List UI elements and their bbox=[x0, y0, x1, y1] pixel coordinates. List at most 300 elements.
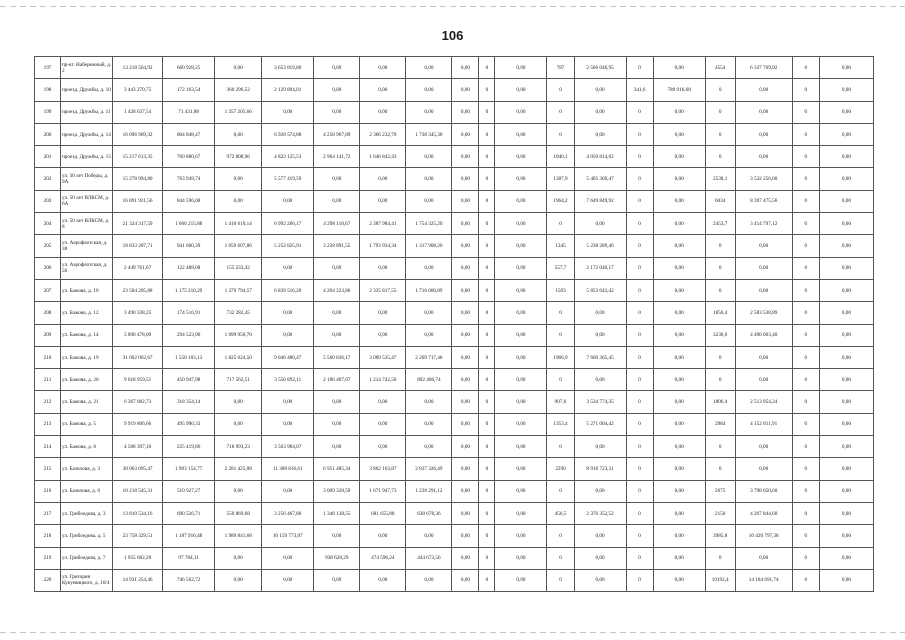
value-cell: 14 931 254,46 bbox=[113, 569, 163, 591]
value-cell: 0,00 bbox=[819, 279, 873, 301]
value-cell: 0 bbox=[479, 436, 495, 458]
value-cell: 690 526,71 bbox=[163, 502, 215, 524]
value-cell: 0,00 bbox=[495, 369, 547, 391]
value-cell: 0,00 bbox=[406, 391, 452, 413]
value-cell: 1 825 024,50 bbox=[215, 346, 262, 368]
value-cell: 2 566 046,95 bbox=[574, 57, 626, 79]
value-cell: 0,00 bbox=[574, 480, 626, 502]
value-cell: 0,00 bbox=[452, 168, 479, 190]
value-cell: 31 002 062,67 bbox=[113, 346, 163, 368]
value-cell: 3 089 535,47 bbox=[360, 346, 406, 368]
value-cell: 0 bbox=[705, 547, 735, 569]
value-cell: 0 bbox=[792, 213, 819, 235]
value-cell: 0 bbox=[792, 101, 819, 123]
address-cell: ул. Аэрофлотская, д. 38 bbox=[61, 235, 113, 257]
value-cell: 0,00 bbox=[495, 146, 547, 168]
address-cell: ул. 30 лет Победы, д. 9А bbox=[61, 168, 113, 190]
value-cell: 6 337 769,92 bbox=[735, 57, 792, 79]
value-cell: 5 271 004,42 bbox=[574, 413, 626, 435]
value-cell: 0,00 bbox=[215, 391, 262, 413]
table-row bbox=[35, 101, 874, 123]
value-cell: 0 bbox=[792, 346, 819, 368]
value-cell: 0 bbox=[479, 123, 495, 145]
value-cell: 0,00 bbox=[819, 480, 873, 502]
row-number-cell: 201 bbox=[35, 146, 61, 168]
value-cell: 7 660 365,45 bbox=[574, 346, 626, 368]
value-cell: 0,00 bbox=[819, 57, 873, 79]
row-number-cell: 198 bbox=[35, 79, 61, 101]
value-cell: 0,00 bbox=[495, 569, 547, 591]
value-cell: 0 bbox=[479, 279, 495, 301]
value-cell: 0,00 bbox=[574, 79, 626, 101]
value-cell: 0,00 bbox=[574, 302, 626, 324]
value-cell: 0 bbox=[705, 279, 735, 301]
value-cell: 0 bbox=[626, 257, 653, 279]
value-cell: 892 406,74 bbox=[406, 369, 452, 391]
value-cell: 0,00 bbox=[314, 79, 360, 101]
value-cell: 2453,7 bbox=[705, 213, 735, 235]
address-cell: ул. Бажова, д. 14 bbox=[61, 324, 113, 346]
table-row bbox=[35, 413, 874, 435]
value-cell: 0 bbox=[479, 302, 495, 324]
value-cell: 5 853 642,42 bbox=[574, 279, 626, 301]
address-cell: ул. Бажова, д. 19 bbox=[61, 346, 113, 368]
value-cell: 2 837 326,49 bbox=[406, 458, 452, 480]
value-cell: 0,00 bbox=[574, 569, 626, 591]
value-cell: 3 798 050,60 bbox=[735, 480, 792, 502]
value-cell: 681 655,88 bbox=[360, 502, 406, 524]
value-cell: 0,00 bbox=[452, 480, 479, 502]
value-cell: 0 bbox=[705, 436, 735, 458]
value-cell: 4 152 811,91 bbox=[735, 413, 792, 435]
value-cell: 0 bbox=[792, 190, 819, 212]
value-cell: 71 431,88 bbox=[163, 101, 215, 123]
value-cell: 0 bbox=[479, 213, 495, 235]
value-cell: 1 175 210,29 bbox=[163, 279, 215, 301]
value-cell: 0,00 bbox=[495, 279, 547, 301]
value-cell: 0,00 bbox=[495, 436, 547, 458]
value-cell: 0,00 bbox=[653, 525, 705, 547]
value-cell: 0 bbox=[626, 569, 653, 591]
value-cell: 3 862 163,87 bbox=[360, 458, 406, 480]
value-cell: 0,00 bbox=[819, 458, 873, 480]
row-number-cell: 218 bbox=[35, 525, 61, 547]
value-cell: 0 bbox=[626, 279, 653, 301]
value-cell: 941 660,39 bbox=[163, 235, 215, 257]
value-cell: 0,00 bbox=[653, 458, 705, 480]
value-cell: 4 298 118,67 bbox=[314, 213, 360, 235]
value-cell: 0,00 bbox=[653, 324, 705, 346]
table-row bbox=[35, 346, 874, 368]
row-number-cell: 209 bbox=[35, 324, 61, 346]
value-cell: 0 bbox=[626, 458, 653, 480]
value-cell: 0 bbox=[705, 123, 735, 145]
value-cell: 0,00 bbox=[406, 257, 452, 279]
value-cell: 0,00 bbox=[735, 101, 792, 123]
value-cell: 0,00 bbox=[735, 123, 792, 145]
value-cell: 0,00 bbox=[360, 168, 406, 190]
table-row bbox=[35, 279, 874, 301]
value-cell: 0,00 bbox=[215, 57, 262, 79]
value-cell: 0,00 bbox=[735, 257, 792, 279]
value-cell: 0,00 bbox=[495, 324, 547, 346]
value-cell: 0,00 bbox=[574, 101, 626, 123]
value-cell: 0 bbox=[626, 235, 653, 257]
value-cell: 0 bbox=[479, 257, 495, 279]
value-cell: 0,00 bbox=[735, 346, 792, 368]
address-cell: ул. 50 лет ВЛКСМ, д. 6А bbox=[61, 190, 113, 212]
value-cell: 557,7 bbox=[547, 257, 574, 279]
value-cell: 0,00 bbox=[360, 302, 406, 324]
value-cell: 0,00 bbox=[653, 213, 705, 235]
value-cell: 1856,4 bbox=[705, 302, 735, 324]
value-cell: 6 951 485,34 bbox=[314, 458, 360, 480]
row-number-cell: 202 bbox=[35, 168, 61, 190]
value-cell: 0,00 bbox=[653, 569, 705, 591]
table-row bbox=[35, 168, 874, 190]
address-cell: проезд. Дружбы, д. 10 bbox=[61, 79, 113, 101]
address-cell: ул. Базилова, д. 8 bbox=[61, 480, 113, 502]
value-cell: 3 009 328,59 bbox=[314, 480, 360, 502]
value-cell: 2290 bbox=[547, 458, 574, 480]
value-cell: 0,00 bbox=[495, 480, 547, 502]
value-cell: 0,00 bbox=[314, 168, 360, 190]
value-cell: 6 839 516,20 bbox=[262, 279, 314, 301]
table-row bbox=[35, 324, 874, 346]
value-cell: 1 317 908,20 bbox=[406, 235, 452, 257]
value-cell: 0,00 bbox=[574, 525, 626, 547]
value-cell: 23 504 205,88 bbox=[113, 279, 163, 301]
table-row bbox=[35, 123, 874, 145]
value-cell: 0 bbox=[705, 79, 735, 101]
value-cell: 3 534 774,35 bbox=[574, 391, 626, 413]
value-cell: 0,00 bbox=[495, 547, 547, 569]
value-cell: 444 673,56 bbox=[406, 547, 452, 569]
value-cell: 0,00 bbox=[262, 302, 314, 324]
value-cell: 3230,6 bbox=[705, 324, 735, 346]
value-cell: 2 129 894,01 bbox=[262, 79, 314, 101]
value-cell: 1 187 916,48 bbox=[163, 525, 215, 547]
value-cell: 174 516,91 bbox=[163, 302, 215, 324]
value-cell: 0,00 bbox=[314, 190, 360, 212]
value-cell: 0 bbox=[792, 146, 819, 168]
value-cell: 0,00 bbox=[406, 57, 452, 79]
row-number-cell: 210 bbox=[35, 346, 61, 368]
value-cell: 0,00 bbox=[360, 436, 406, 458]
value-cell: 6034 bbox=[705, 190, 735, 212]
value-cell: 0,00 bbox=[819, 213, 873, 235]
value-cell: 0,00 bbox=[314, 525, 360, 547]
value-cell: 0,00 bbox=[653, 413, 705, 435]
value-cell: 5 252 825,91 bbox=[262, 235, 314, 257]
value-cell: 717 562,51 bbox=[215, 369, 262, 391]
value-cell: 0,00 bbox=[452, 123, 479, 145]
row-number-cell: 215 bbox=[35, 458, 61, 480]
value-cell: 0,00 bbox=[452, 458, 479, 480]
value-cell: 0,00 bbox=[735, 547, 792, 569]
value-cell: 0,00 bbox=[574, 436, 626, 458]
value-cell: 0,00 bbox=[262, 547, 314, 569]
value-cell: 155 233,42 bbox=[215, 257, 262, 279]
value-cell: 0,00 bbox=[314, 302, 360, 324]
value-cell: 0,00 bbox=[215, 413, 262, 435]
value-cell: 0,00 bbox=[653, 547, 705, 569]
value-cell: 15 278 994,80 bbox=[113, 168, 163, 190]
value-cell: 318 354,14 bbox=[163, 391, 215, 413]
value-cell: 0 bbox=[479, 168, 495, 190]
row-number-cell: 216 bbox=[35, 480, 61, 502]
value-cell: 6 992 266,17 bbox=[262, 213, 314, 235]
table-row bbox=[35, 480, 874, 502]
value-cell: 1 428 637,54 bbox=[113, 101, 163, 123]
value-cell: 0,00 bbox=[574, 369, 626, 391]
value-cell: 0,00 bbox=[452, 391, 479, 413]
value-cell: 0 bbox=[792, 123, 819, 145]
value-cell: 0 bbox=[626, 436, 653, 458]
scan-edge-top bbox=[0, 6, 905, 7]
value-cell: 0 bbox=[626, 190, 653, 212]
value-cell: 0 bbox=[792, 391, 819, 413]
table-row bbox=[35, 190, 874, 212]
value-cell: 0,00 bbox=[360, 569, 406, 591]
value-cell: 0,00 bbox=[406, 525, 452, 547]
value-cell: 0,00 bbox=[452, 413, 479, 435]
value-cell: 0 bbox=[626, 369, 653, 391]
value-cell: 0,00 bbox=[653, 257, 705, 279]
value-cell: 4 496 003,40 bbox=[735, 324, 792, 346]
value-cell: 0 bbox=[479, 547, 495, 569]
address-cell: ул. Бажова, д. 8 bbox=[61, 436, 113, 458]
value-cell: 4 050 814,02 bbox=[574, 146, 626, 168]
value-cell: 2 449 761,67 bbox=[113, 257, 163, 279]
value-cell: 16 096 969,32 bbox=[113, 123, 163, 145]
value-cell: 8 397 475,56 bbox=[735, 190, 792, 212]
value-cell: 0,00 bbox=[360, 101, 406, 123]
value-cell: 0,00 bbox=[406, 190, 452, 212]
value-cell: 0 bbox=[547, 369, 574, 391]
value-cell: 4 258 967,89 bbox=[314, 123, 360, 145]
value-cell: 6 367 082,73 bbox=[113, 391, 163, 413]
value-cell: 0,00 bbox=[360, 57, 406, 79]
table-row bbox=[35, 458, 874, 480]
value-cell: 1 214 742,50 bbox=[360, 369, 406, 391]
value-cell: 0 bbox=[626, 302, 653, 324]
value-cell: 18 833 207,71 bbox=[113, 235, 163, 257]
value-cell: 510 927,27 bbox=[163, 480, 215, 502]
value-cell: 1387,9 bbox=[547, 168, 574, 190]
value-cell: 0,00 bbox=[653, 123, 705, 145]
value-cell: 0 bbox=[547, 302, 574, 324]
address-cell: проезд. Дружбы, д. 11 bbox=[61, 101, 113, 123]
value-cell: 0,00 bbox=[653, 369, 705, 391]
value-cell: 3 532 256,00 bbox=[735, 168, 792, 190]
value-cell: 3 228 891,55 bbox=[314, 235, 360, 257]
value-cell: 1 348 138,55 bbox=[314, 502, 360, 524]
value-cell: 0 bbox=[792, 436, 819, 458]
value-cell: 1 903 154,77 bbox=[163, 458, 215, 480]
value-cell: 0,00 bbox=[819, 123, 873, 145]
value-cell: 0 bbox=[792, 79, 819, 101]
value-cell: 0,00 bbox=[819, 324, 873, 346]
value-cell: 0,00 bbox=[262, 324, 314, 346]
value-cell: 38 063 095,47 bbox=[113, 458, 163, 480]
value-cell: 1 955 682,20 bbox=[113, 547, 163, 569]
value-cell: 0,00 bbox=[495, 391, 547, 413]
value-cell: 0,00 bbox=[406, 569, 452, 591]
value-cell: 0,00 bbox=[452, 302, 479, 324]
address-cell: проезд. Дружбы, д. 14 bbox=[61, 123, 113, 145]
value-cell: 0,00 bbox=[819, 569, 873, 591]
value-cell: 1 989 841,68 bbox=[215, 525, 262, 547]
address-cell: пр-кт. Набережный, д. 2 bbox=[61, 57, 113, 79]
value-cell: 0,00 bbox=[819, 79, 873, 101]
value-cell: 0,00 bbox=[452, 79, 479, 101]
table-row bbox=[35, 547, 874, 569]
table-row bbox=[35, 146, 874, 168]
value-cell: 746 562,72 bbox=[163, 569, 215, 591]
value-cell: 0,00 bbox=[495, 302, 547, 324]
row-number-cell: 206 bbox=[35, 257, 61, 279]
value-cell: 294 523,90 bbox=[163, 324, 215, 346]
value-cell: 5 405 369,47 bbox=[574, 168, 626, 190]
address-cell: ул. Бажова, д. 5 bbox=[61, 413, 113, 435]
value-cell: 0,00 bbox=[574, 324, 626, 346]
value-cell: 0,00 bbox=[452, 146, 479, 168]
address-cell: ул. Аэрофлотская, д. 50 bbox=[61, 257, 113, 279]
value-cell: 0,00 bbox=[314, 391, 360, 413]
value-cell: 360 296,52 bbox=[215, 79, 262, 101]
row-number-cell: 217 bbox=[35, 502, 61, 524]
value-cell: 844 596,08 bbox=[163, 190, 215, 212]
value-cell: 5 238 289,46 bbox=[574, 235, 626, 257]
address-cell: ул. Грибоедова, д. 7 bbox=[61, 547, 113, 569]
value-cell: 0,00 bbox=[653, 302, 705, 324]
value-cell: 0 bbox=[547, 324, 574, 346]
value-cell: 0,00 bbox=[574, 547, 626, 569]
value-cell: 4554 bbox=[705, 57, 735, 79]
data-table bbox=[34, 56, 874, 592]
value-cell: 8 918 723,31 bbox=[574, 458, 626, 480]
value-cell: 0,00 bbox=[314, 569, 360, 591]
value-cell: 0,00 bbox=[653, 101, 705, 123]
value-cell: 0 bbox=[479, 391, 495, 413]
value-cell: 0,00 bbox=[314, 257, 360, 279]
value-cell: 0,00 bbox=[314, 101, 360, 123]
value-cell: 0,00 bbox=[495, 79, 547, 101]
value-cell: 0 bbox=[479, 79, 495, 101]
address-cell: ул. Бажова, д. 12 bbox=[61, 302, 113, 324]
value-cell: 21 324 317,59 bbox=[113, 213, 163, 235]
value-cell: 0,00 bbox=[452, 190, 479, 212]
value-cell: 0 bbox=[626, 502, 653, 524]
value-cell: 5 890 478,00 bbox=[113, 324, 163, 346]
value-cell: 4 508 397,10 bbox=[113, 436, 163, 458]
value-cell: 2 186 407,67 bbox=[314, 369, 360, 391]
value-cell: 0,00 bbox=[495, 346, 547, 368]
row-number-cell: 200 bbox=[35, 123, 61, 145]
value-cell: 938 628,29 bbox=[314, 547, 360, 569]
value-cell: 1 646 842,43 bbox=[360, 146, 406, 168]
value-cell: 907,6 bbox=[547, 391, 574, 413]
value-cell: 0 bbox=[626, 413, 653, 435]
value-cell: 0,00 bbox=[819, 302, 873, 324]
value-cell: 0,00 bbox=[819, 235, 873, 257]
value-cell: 0 bbox=[479, 413, 495, 435]
value-cell: 3 490 338,25 bbox=[113, 302, 163, 324]
value-cell: 0 bbox=[705, 346, 735, 368]
value-cell: 0,00 bbox=[819, 257, 873, 279]
value-cell: 0 bbox=[479, 525, 495, 547]
value-cell: 0,00 bbox=[819, 436, 873, 458]
value-cell: 0,00 bbox=[360, 391, 406, 413]
value-cell: 0 bbox=[792, 502, 819, 524]
value-cell: 0,00 bbox=[735, 436, 792, 458]
value-cell: 0,00 bbox=[653, 436, 705, 458]
value-cell: 0 bbox=[479, 235, 495, 257]
value-cell: 0 bbox=[547, 123, 574, 145]
value-cell: 122 488,08 bbox=[163, 257, 215, 279]
value-cell: 3985,8 bbox=[705, 525, 735, 547]
value-cell: 0 bbox=[479, 324, 495, 346]
value-cell: 97 784,11 bbox=[163, 547, 215, 569]
value-cell: 0,00 bbox=[360, 257, 406, 279]
address-cell: ул. Бажова, д. 10 bbox=[61, 279, 113, 301]
table-row bbox=[35, 79, 874, 101]
value-cell: 2 172 040,17 bbox=[574, 257, 626, 279]
value-cell: 0,00 bbox=[215, 547, 262, 569]
value-cell: 0 bbox=[626, 146, 653, 168]
value-cell: 0,00 bbox=[735, 458, 792, 480]
value-cell: 0,00 bbox=[406, 146, 452, 168]
value-cell: 1 059 607,86 bbox=[215, 235, 262, 257]
value-cell: 0,00 bbox=[262, 569, 314, 591]
value-cell: 0 bbox=[479, 458, 495, 480]
value-cell: 0,00 bbox=[495, 101, 547, 123]
value-cell: 0,00 bbox=[819, 146, 873, 168]
value-cell: 1 716 000,89 bbox=[406, 279, 452, 301]
value-cell: 4 822 125,53 bbox=[262, 146, 314, 168]
value-cell: 0 bbox=[547, 101, 574, 123]
value-cell: 0 bbox=[792, 235, 819, 257]
row-number-cell: 213 bbox=[35, 413, 61, 435]
value-cell: 763 949,74 bbox=[163, 168, 215, 190]
value-cell: 0,00 bbox=[452, 57, 479, 79]
table-row bbox=[35, 569, 874, 591]
value-cell: 0,00 bbox=[452, 436, 479, 458]
address-cell: ул. Бажова, д. 21 bbox=[61, 391, 113, 413]
value-cell: 0,00 bbox=[735, 369, 792, 391]
value-cell: 5 577 419,59 bbox=[262, 168, 314, 190]
value-cell: 0,00 bbox=[314, 324, 360, 346]
address-cell: ул. Грибоедова, д. 5 bbox=[61, 525, 113, 547]
value-cell: 0,00 bbox=[653, 480, 705, 502]
value-cell: 0,00 bbox=[495, 168, 547, 190]
value-cell: 1345 bbox=[547, 235, 574, 257]
value-cell: 0 bbox=[479, 569, 495, 591]
value-cell: 1966,9 bbox=[547, 346, 574, 368]
value-cell: 0 bbox=[479, 369, 495, 391]
value-cell: 0 bbox=[626, 213, 653, 235]
address-cell: ул. Грибоедова, д. 3 bbox=[61, 502, 113, 524]
value-cell: 11 308 816,61 bbox=[262, 458, 314, 480]
value-cell: 0 bbox=[547, 436, 574, 458]
value-cell: 0,00 bbox=[574, 213, 626, 235]
value-cell: 1 357 205,66 bbox=[215, 101, 262, 123]
value-cell: 638 678,36 bbox=[406, 502, 452, 524]
value-cell: 550 869,68 bbox=[215, 502, 262, 524]
value-cell: 0 bbox=[792, 413, 819, 435]
value-cell: 0,00 bbox=[495, 123, 547, 145]
